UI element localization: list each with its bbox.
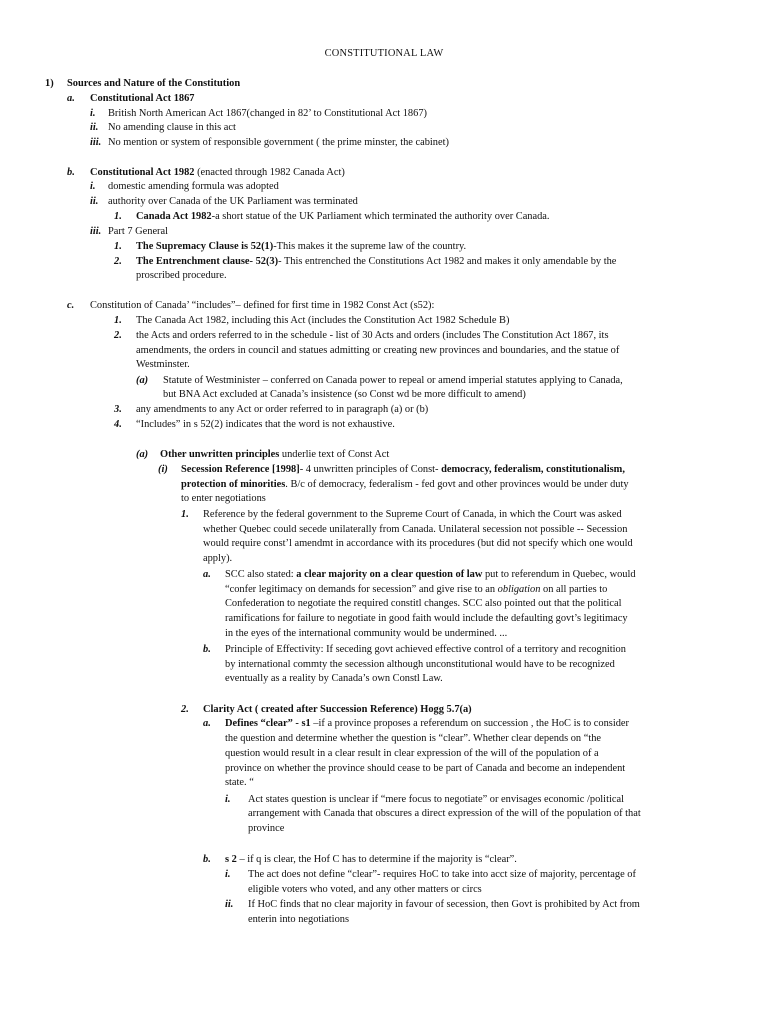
item-marker: iii.	[90, 137, 102, 148]
subsection-heading: Clarity Act ( created after Succession Reference) Hogg 5.7(a)	[203, 704, 472, 715]
item-marker: i.	[225, 869, 231, 880]
item-marker: ii.	[225, 899, 234, 910]
list-item: SCC also stated: a clear majority on a clear question of law put to referendum in Quebec, would	[225, 569, 636, 580]
item-marker: 1.	[114, 315, 122, 326]
subsection-heading: Other unwritten principles underlie text of Const Act	[160, 449, 390, 460]
list-item-continuation: Confederation to negotiate the required constitl changes. SCC also pointed out that the political	[225, 598, 622, 609]
list-item-continuation: Westminster.	[136, 359, 190, 370]
item-marker: b.	[203, 854, 211, 865]
item-marker: ii.	[90, 196, 99, 207]
list-item-continuation: would require const’l amendmt in accordance with its procedures (but did not specify which one would	[203, 538, 633, 549]
item-marker: b.	[67, 167, 75, 178]
list-item: The act does not define “clear”- requires HoC to take into acct size of majority, percentage of	[248, 869, 636, 880]
item-marker: (a)	[136, 375, 149, 386]
list-item: Principle of Effectivity: If seceding govt achieved effective control of a territory and recognition	[225, 644, 626, 655]
list-item: Reference by the federal government to the Supreme Court of Canada, in which the Court was asked	[203, 509, 622, 520]
item-marker: 4.	[114, 419, 122, 430]
document-title: CONSTITUTIONAL LAW	[324, 48, 444, 59]
list-item-continuation: protection of minorities. B/c of democracy, federalism - fed govt and other provinces would be under duty	[181, 479, 629, 490]
list-item: The Supremacy Clause is 52(1)-This makes it the supreme law of the country.	[136, 241, 467, 252]
list-item-continuation: “confer legitimacy on demands for secession” and give rise to an obligation on all parties to	[225, 584, 608, 595]
item-marker: i.	[90, 108, 96, 119]
item-marker: i.	[90, 181, 96, 192]
item-marker: 3.	[114, 404, 122, 415]
list-item-continuation: amendments, the orders in council and statues admitting or creating new provinces and boundaries, and the statue of	[136, 345, 620, 356]
item-marker: a.	[203, 718, 211, 729]
list-item: No amending clause in this act	[108, 122, 236, 133]
list-item: any amendments to any Act or order referred to in paragraph (a) or (b)	[136, 404, 429, 415]
list-item-continuation: eligible voters who voted, and any other matters or circs	[248, 884, 482, 895]
list-item-continuation: enterin into negotiations	[248, 914, 349, 925]
item-marker: 1.	[181, 509, 189, 520]
item-marker: i.	[225, 794, 231, 805]
list-item-continuation: but BNA Act excluded at Canada’s insistence (so Const wd be more difficult to amend)	[163, 389, 526, 400]
list-item: No mention or system of responsible government ( the prime minster, the cabinet)	[108, 137, 449, 148]
subsection-heading: Constitutional Act 1982 (enacted through 1982 Canada Act)	[90, 167, 345, 178]
list-item: British North American Act 1867(changed in 82’ to Constitutional Act 1867)	[108, 108, 427, 119]
item-marker: iii.	[90, 226, 102, 237]
list-item: If HoC finds that no clear majority in favour of secession, then Govt is prohibited by Act from	[248, 899, 640, 910]
subsection-heading: Constitutional Act 1867	[90, 93, 195, 104]
list-item-continuation: province on whether the province should cease to be part of Canada and become an independent	[225, 763, 626, 774]
section-heading: Sources and Nature of the Constitution	[67, 78, 241, 89]
list-item: the Acts and orders referred to in the schedule - list of 30 Acts and orders (includes The Constitution Act 1867, its	[136, 330, 609, 341]
list-item-continuation: eventually as a reality by Canada’s own Constl Law.	[225, 673, 443, 684]
list-item-continuation: question would result in a clear result in clear expression of the will of the population of a	[225, 748, 599, 759]
list-item-continuation: province	[248, 823, 285, 834]
subsection-heading: Constitution of Canada’ “includes”– defined for first time in 1982 Const Act (s52):	[90, 300, 435, 311]
list-item: Defines “clear” - s1 –if a province proposes a referendum on succession , the HoC is to consider	[225, 718, 629, 729]
item-marker: 1.	[114, 241, 122, 252]
item-marker: (a)	[136, 449, 149, 460]
list-item: authority over Canada of the UK Parliament was terminated	[108, 196, 358, 207]
list-item: s 2 – if q is clear, the Hof C has to determine if the majority is “clear”.	[225, 854, 517, 865]
list-item: “Includes” in s 52(2) indicates that the word is not exhaustive.	[136, 419, 395, 430]
list-item-continuation: in the eyes of the international community would be undermined. ...	[225, 628, 508, 639]
item-marker: 1.	[114, 211, 122, 222]
list-item-continuation: arrangement with Canada that obscures a direct expression of the will of the population of that	[248, 808, 641, 819]
list-item: Part 7 General	[108, 226, 169, 237]
list-item-continuation: to enter negotiations	[181, 493, 266, 504]
item-marker: a.	[67, 93, 75, 104]
item-marker: c.	[67, 300, 75, 311]
item-marker: ii.	[90, 122, 99, 133]
list-item: The Canada Act 1982, including this Act (includes the Constitution Act 1982 Schedule B)	[136, 315, 510, 326]
item-marker: b.	[203, 644, 211, 655]
section-marker: 1)	[45, 78, 54, 89]
list-item: Canada Act 1982-a short statue of the UK Parliament which terminated the authority over Canada.	[136, 211, 550, 222]
item-marker: 2.	[181, 704, 189, 715]
list-item: Secession Reference [1998]- 4 unwritten principles of Const- democracy, federalism, constitutionalism,	[181, 464, 625, 475]
list-item: The Entrenchment clause- 52(3)- This entrenched the Constitutions Act 1982 and makes it only amendable by the	[136, 256, 617, 267]
list-item-continuation: ramifications for failure to negotiate in good faith would include the defaulting govt’s legitimacy	[225, 613, 628, 624]
list-item-continuation: state. “	[225, 777, 254, 788]
item-marker: 2.	[114, 330, 122, 341]
item-marker: 2.	[114, 256, 122, 267]
list-item: domestic amending formula was adopted	[108, 181, 279, 192]
item-marker: (i)	[158, 464, 168, 475]
item-marker: a.	[203, 569, 211, 580]
list-item-continuation: whether Quebec could secede unilaterally from Canada. Unilateral secession not possible -- Secession	[203, 524, 628, 535]
list-item: Act states question is unclear if “mere focus to negotiate” or envisages economic /political	[248, 794, 624, 805]
list-item-continuation: the question and determine whether the question is “clear”. Whether clear depends on “the	[225, 733, 602, 744]
list-item-continuation: proscribed procedure.	[136, 270, 227, 281]
list-item: Statute of Westminister – conferred on Canada power to repeal or amend imperial statutes applying to Canada,	[163, 375, 623, 386]
list-item-continuation: apply).	[203, 553, 233, 564]
list-item-continuation: by international commty the secession although unconstitutional would have to be recognized	[225, 659, 615, 670]
